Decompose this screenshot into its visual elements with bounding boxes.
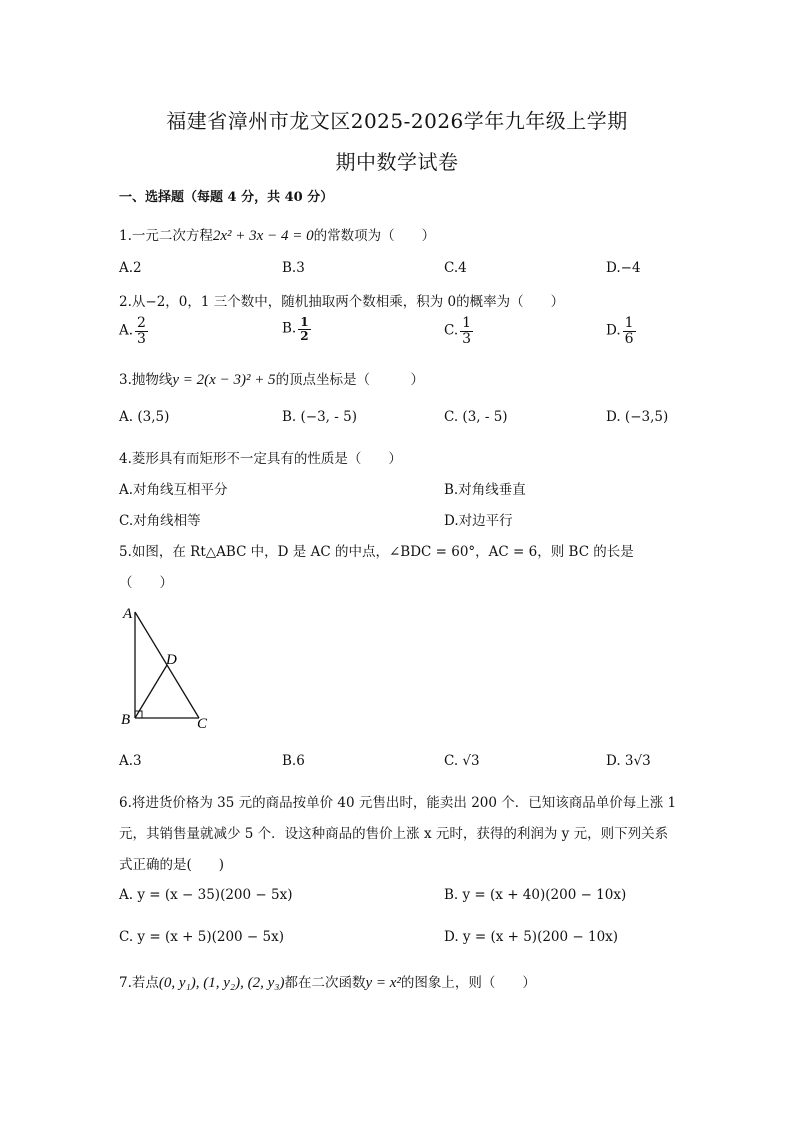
q5-option-c: C. √3 [444,753,480,769]
q5-option-a: A.3 [119,753,142,769]
q5-option-b: B.6 [282,753,305,769]
question-2: 2.从−2，0，1 三个数中，随机抽取两个数相乘，积为 0的概率为（ ） [119,294,565,310]
q3-option-c: C. (3, - 5) [444,409,508,425]
label-c: C [197,716,208,732]
q1-option-d: D.−4 [606,260,641,276]
q4-option-b: B.对角线垂直 [444,482,526,498]
label-a: A [123,606,133,622]
q1-prefix: 1.一元二次方程 [119,228,213,244]
q2-option-c: C. $\frac{1}{3}$ [444,315,472,347]
question-1 [119,224,435,245]
q2-option-a: A. $\frac{2}{3}$ [119,315,146,347]
q4-option-d: D.对边平行 [444,513,513,529]
label-d: D [166,652,177,668]
triangle-figure [115,600,225,735]
q6-option-d: D. y = (x + 5)(200 − 10x) [444,929,619,945]
question-7: 7.若点(0, y₁), (1, y₂), (2, y₃)都在二次函数y = x²的图象上，则（ ） [119,975,536,991]
q1-equation: 2x² + 3x − 4 = 0 [212,228,314,244]
question-5: 5.如图，在 Rt△ABC 中，D 是 AC 的中点，∠BDC = 60°，AC = 6，则 BC 的长是 [119,544,634,560]
question-4: 4.菱形具有而矩形不一定具有的性质是（ ） [119,451,402,467]
q3-equation: y = 2(x − 3)² + 5 [172,372,276,388]
q6-option-c: C. y = (x + 5)(200 − 5x) [119,929,284,945]
question-6-line3: 式正确的是( ) [119,857,225,873]
question-5-paren: （ ） [119,575,173,591]
q1-suffix: 的常数项为（ ） [313,228,436,244]
q7-function: y = x² [365,975,401,991]
q4-option-a: A.对角线互相平分 [119,482,228,498]
question-6-line1: 6.将进货价格为 35 元的商品按单价 40 元售出时，能卖出 200 个．已知该商品单价每上涨 1 [119,795,677,811]
label-b: B [121,712,131,728]
question-6-line2: 元，其销售量就减少 5 个．设这种商品的售价上涨 x 元时，获得的利润为 y 元，则下列关系 [119,826,669,842]
q2-option-d: D. $\frac{1}{6}$ [606,315,634,347]
q6-option-a: A. y = (x − 35)(200 − 5x) [119,887,293,903]
q1-option-a: A.2 [119,260,142,276]
q7-points: (0, y₁), (1, y₂), (2, y₃) [158,975,285,991]
exam-title-line2: 期中数学试卷 [335,150,459,174]
q5-option-d: D. 3√3 [606,753,651,769]
q2-option-b: B. $\frac{1}{2}$ [282,315,309,343]
q6-option-b: B. y = (x + 40)(200 − 10x) [444,887,627,903]
question-3: 3.抛物线y = 2(x − 3)² + 5的顶点坐标是（ ） [119,372,425,388]
q1-option-c: C.4 [444,260,467,276]
q4-option-c: C.对角线相等 [119,513,201,529]
q1-option-b: B.3 [282,260,305,276]
q3-option-d: D. (−3,5) [606,409,669,425]
q3-option-a: A. (3,5) [119,409,170,425]
section-heading: 一、选择题（每题 4 分，共 40 分） [119,190,334,205]
segment-bd [135,665,167,718]
exam-title-line1: 福建省漳州市龙文区2025-2026学年九年级上学期 [166,109,628,133]
q3-option-b: B. (−3, - 5) [282,409,357,425]
